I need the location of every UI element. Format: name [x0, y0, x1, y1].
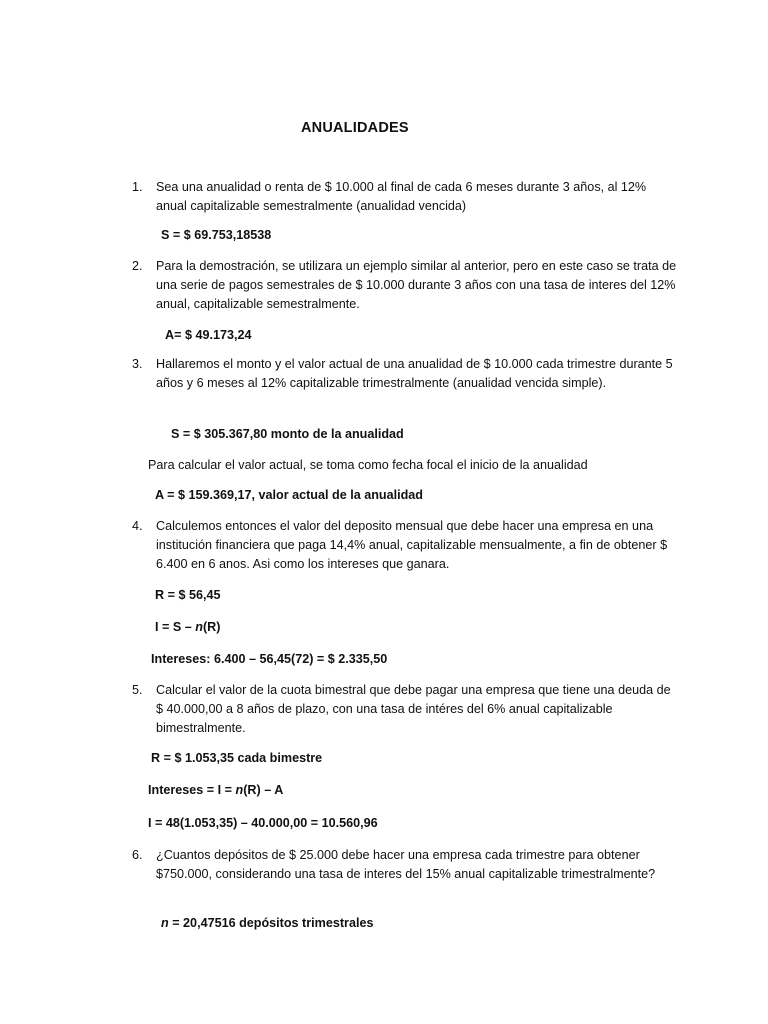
result-3-monto: S = $ 305.367,80 monto de la anualidad	[171, 427, 404, 441]
note-valor-actual: Para calcular el valor actual, se toma como fecha focal el inicio de la anualidad	[148, 458, 588, 472]
result-4-formula	[155, 618, 220, 636]
list-item-number: 5.	[132, 683, 143, 697]
formula-prefix: I = S –	[155, 620, 196, 634]
list-item-text: Hallaremos el monto y el valor actual de una anualidad de $ 10.000 cada trimestre durante 5 años y 6 meses al 12% capitalizable trimestralmente (anualidad vencida simple).	[156, 357, 673, 391]
formula-suffix: (R) – A	[243, 783, 284, 797]
list-item-number: 3.	[132, 357, 143, 371]
list-item-number: 1.	[132, 180, 143, 194]
list-item-2	[132, 257, 677, 315]
result-4-intereses: Intereses: 6.400 – 56,45(72) = $ 2.335,50	[151, 652, 388, 666]
result-1: S = $ 69.753,18538	[161, 228, 272, 242]
result-6	[161, 914, 373, 932]
list-item-4	[132, 517, 677, 575]
result-5-formula	[148, 781, 283, 799]
formula-suffix: (R)	[202, 620, 221, 634]
result-4-r: R = $ 56,45	[155, 588, 221, 602]
list-item-text: Calculemos entonces el valor del deposito mensual que debe hacer una empresa en una institución financiera que paga 14,4% anual, capitalizable mensualmente, a fin de obtener $ 6.400 en 6 anos. Asi como los intereses que ganara.	[156, 519, 668, 572]
formula-variable-n: n	[161, 916, 169, 930]
result-5-r: R = $ 1.053,35 cada bimestre	[151, 751, 323, 765]
list-item-number: 4.	[132, 519, 143, 533]
formula-variable-n: n	[195, 620, 203, 634]
list-item-5	[132, 681, 677, 739]
document-title: ANUALIDADES	[301, 120, 409, 136]
list-item-text: ¿Cuantos depósitos de $ 25.000 debe hacer una empresa cada trimestre para obtener $750.000, considerando una tasa de interes del 15% anual capitalizable trimestralmente?	[156, 848, 656, 882]
result-6-text: = 20,47516 depósitos trimestrales	[168, 916, 374, 930]
formula-variable-n: n	[235, 783, 244, 797]
list-item-text: Calcular el valor de la cuota bimestral que debe pagar una empresa que tiene una deuda de $ 40.000,00 a 8 años de plazo, con una tasa de intéres del 6% anual capitalizable bimestralmente.	[156, 683, 671, 736]
formula-prefix: Intereses = I =	[148, 783, 236, 797]
list-item-3	[132, 355, 677, 393]
list-item-text: Para la demostración, se utilizara un ejemplo similar al anterior, pero en este caso se trata de una serie de pagos semestrales de $ 10.000 durante 3 años con una tasa de interes del 12% anual, capitalizable semestralmente.	[156, 259, 677, 312]
list-item-number: 6.	[132, 848, 143, 862]
list-item-6	[132, 846, 677, 884]
result-3-valor-actual: A = $ 159.369,17, valor actual de la anualidad	[155, 488, 423, 502]
list-item-text: Sea una anualidad o renta de $ 10.000 al final de cada 6 meses durante 3 años, al 12% anual capitalizable semestralmente (anualidad vencida)	[156, 180, 647, 214]
list-item-1	[132, 178, 677, 216]
result-2: A= $ 49.173,24	[165, 328, 252, 342]
list-item-number: 2.	[132, 259, 143, 273]
result-5-calc: I = 48(1.053,35) – 40.000,00 = 10.560,96	[148, 816, 378, 830]
